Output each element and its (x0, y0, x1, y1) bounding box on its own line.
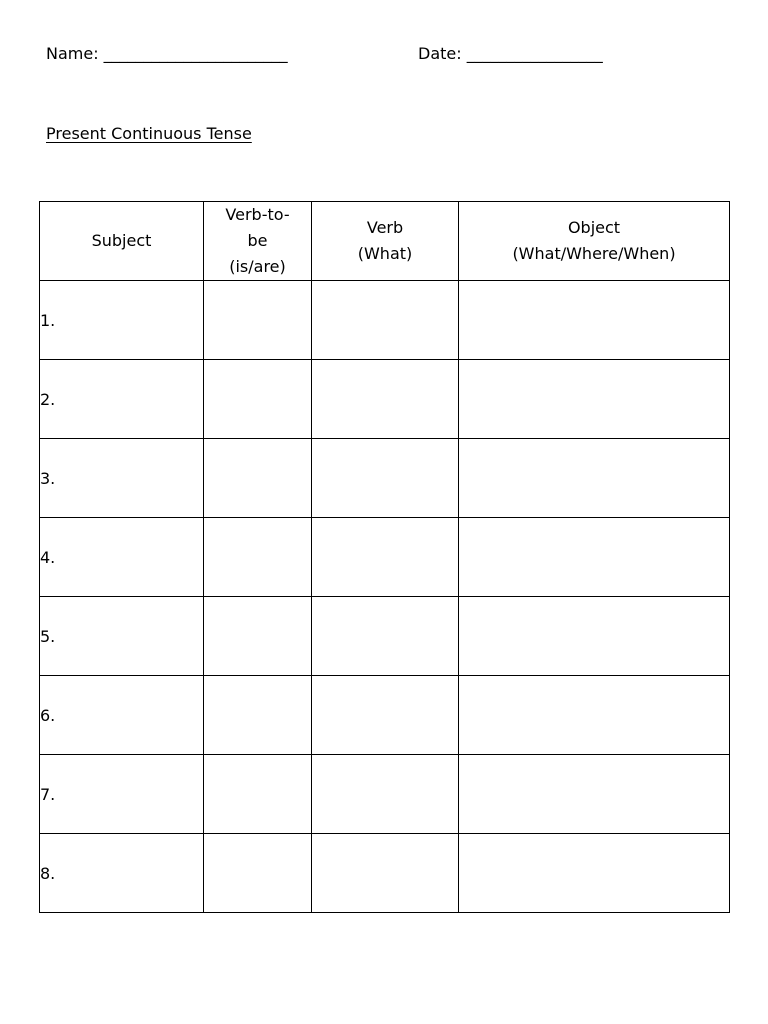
column-header-line: Object (567, 218, 621, 237)
row-number: 5. (40, 626, 56, 646)
subject-cell[interactable] (40, 518, 204, 597)
subject-cell[interactable] (40, 360, 204, 439)
verb-cell[interactable] (312, 518, 459, 597)
table-row (40, 439, 730, 518)
object-cell[interactable] (459, 755, 730, 834)
verb-to-be-cell[interactable] (204, 597, 312, 676)
subject-cell[interactable] (40, 281, 204, 360)
worksheet-table (39, 201, 730, 913)
column-header-line: Verb (366, 218, 404, 237)
table-row (40, 755, 730, 834)
column-header-object (459, 202, 730, 281)
verb-to-be-cell[interactable] (204, 676, 312, 755)
table-row (40, 676, 730, 755)
object-cell[interactable] (459, 439, 730, 518)
object-cell[interactable] (459, 518, 730, 597)
table-header-row (40, 202, 730, 281)
name-field[interactable]: Name: _______________________ (46, 44, 288, 63)
column-header-line: Verb-to- (225, 205, 290, 224)
verb-to-be-cell[interactable] (204, 518, 312, 597)
column-header-line: be (247, 231, 268, 250)
table-row (40, 281, 730, 360)
row-number: 1. (40, 310, 56, 330)
object-cell[interactable] (459, 834, 730, 913)
column-header-subject (40, 202, 204, 281)
row-number: 2. (40, 389, 56, 409)
row-number: 6. (40, 705, 56, 725)
object-cell[interactable] (459, 281, 730, 360)
verb-to-be-cell[interactable] (204, 360, 312, 439)
verb-to-be-cell[interactable] (204, 834, 312, 913)
object-cell[interactable] (459, 676, 730, 755)
column-header-line: Subject (91, 231, 152, 250)
date-field[interactable]: Date: _________________ (418, 44, 603, 63)
verb-cell[interactable] (312, 834, 459, 913)
column-header-line: (is/are) (229, 257, 286, 276)
verb-cell[interactable] (312, 676, 459, 755)
subject-cell[interactable] (40, 676, 204, 755)
object-cell[interactable] (459, 597, 730, 676)
object-cell[interactable] (459, 360, 730, 439)
subject-cell[interactable] (40, 597, 204, 676)
worksheet-title: Present Continuous Tense (46, 124, 252, 143)
verb-cell[interactable] (312, 597, 459, 676)
subject-cell[interactable] (40, 834, 204, 913)
row-number: 3. (40, 468, 56, 488)
verb-to-be-cell[interactable] (204, 439, 312, 518)
column-header-line: (What/Where/When) (512, 244, 676, 263)
verb-cell[interactable] (312, 281, 459, 360)
verb-cell[interactable] (312, 439, 459, 518)
verb-cell[interactable] (312, 360, 459, 439)
table-row (40, 597, 730, 676)
row-number: 7. (40, 784, 56, 804)
verb-to-be-cell[interactable] (204, 281, 312, 360)
table-row (40, 834, 730, 913)
column-header-verb-to-be (204, 202, 312, 281)
verb-cell[interactable] (312, 755, 459, 834)
table-row (40, 518, 730, 597)
column-header-verb (312, 202, 459, 281)
subject-cell[interactable] (40, 755, 204, 834)
row-number: 4. (40, 547, 56, 567)
verb-to-be-cell[interactable] (204, 755, 312, 834)
table-row (40, 360, 730, 439)
subject-cell[interactable] (40, 439, 204, 518)
row-number: 8. (40, 863, 56, 883)
column-header-line: (What) (357, 244, 413, 263)
